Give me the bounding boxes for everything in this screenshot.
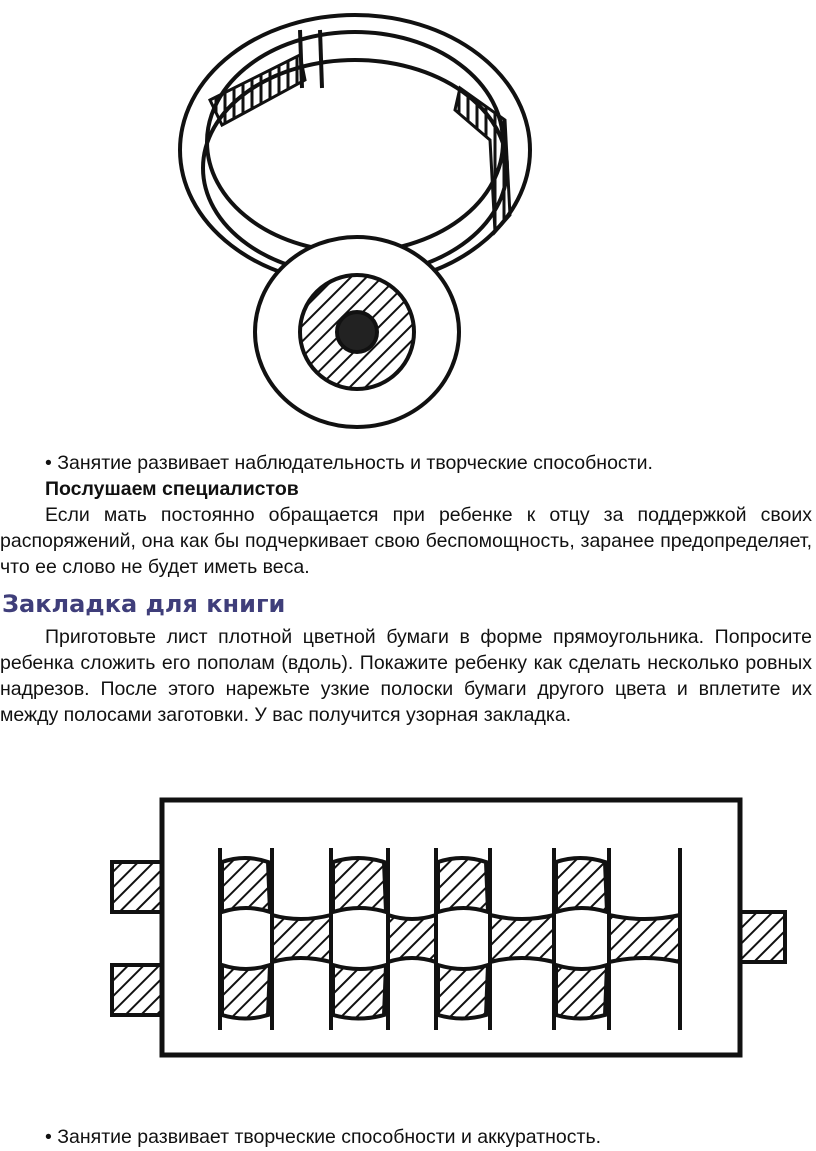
experts-paragraph: Если мать постоянно обращается при ребенке к отцу за поддержкой своих распоряжений, она как бы подчеркивает свою беспомощность, заранее предопределяет, что ее слово не будет иметь веса. bbox=[0, 504, 812, 578]
strip-ends-left bbox=[112, 862, 162, 1015]
ring-stone bbox=[255, 237, 459, 427]
section-title: Закладка для книги bbox=[2, 590, 286, 618]
experts-heading: Послушаем специалистов bbox=[45, 478, 299, 500]
strip-end-right bbox=[740, 912, 785, 962]
ring-illustration bbox=[160, 0, 580, 440]
bookmark-instructions: Приготовьте лист плотной цветной бумаги в форме прямоугольника. Попросите ребенка сложить его пополам (вдоль). Покажите ребенку как сделать несколько ровных надрезов. После этого нарежьте узкие полоски бумаги другого цвета и вплетите их между полосами заготовки. У вас получится узорная закладка. bbox=[0, 626, 812, 726]
bookmark-illustration bbox=[100, 790, 800, 1080]
tip-observation: • Занятие развивает наблюдательность и творческие способности. bbox=[45, 452, 653, 474]
tip-accuracy: • Занятие развивает творческие способности и аккуратность. bbox=[45, 1126, 602, 1148]
ring-band-stripes-right bbox=[455, 88, 510, 232]
